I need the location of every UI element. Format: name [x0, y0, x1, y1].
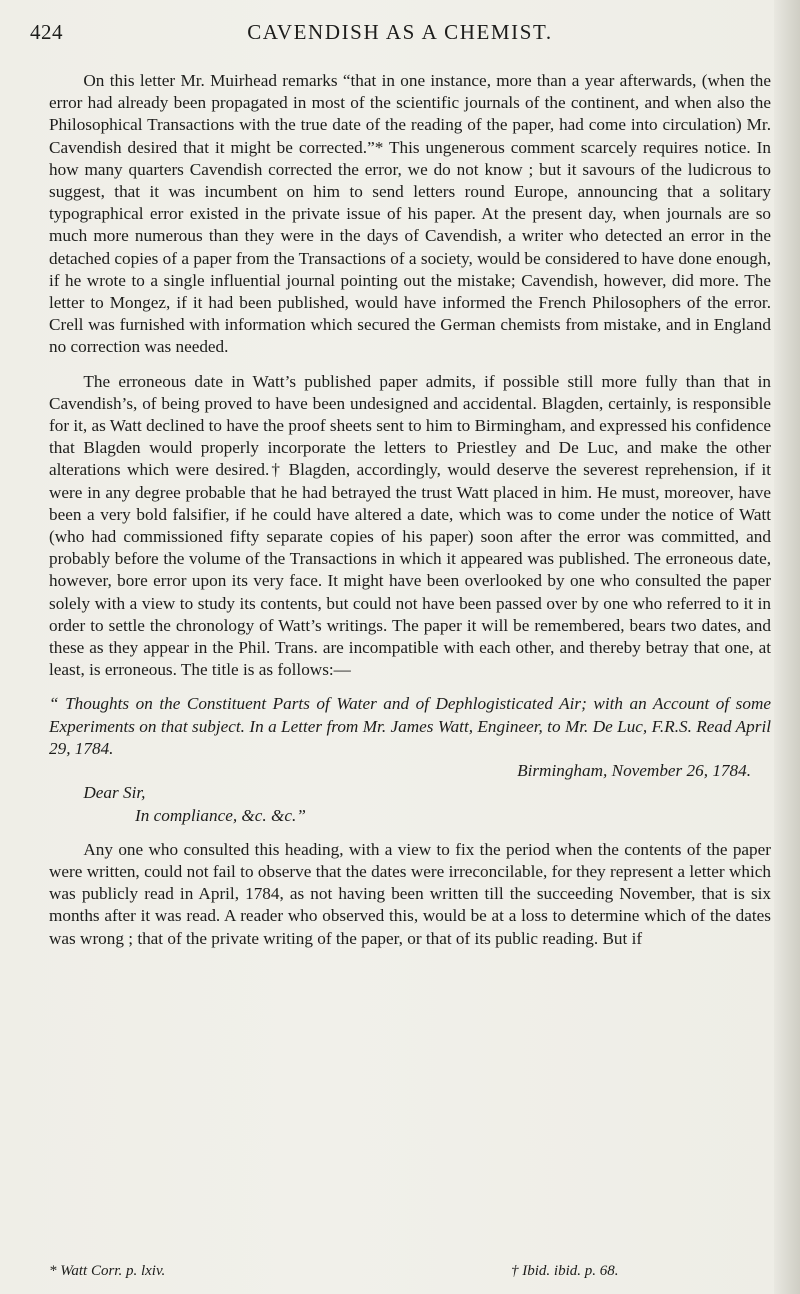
paragraph-2: The erroneous date in Watt’s published paper admits, if possible still more fully than that in Cavendish’s, of being proved to have been undesigned and accidental. Blagden, certainly, is responsible for it, as Watt declined to have the proof sheets sent to him to Birmingham, and expressed his confidence that Blagden would properly incorporate the letters to Priestley and De Luc, and make the other alterations which were desired.† Blagden, accordingly, would deserve the severest reprehension, if it were in any degree probable that he had betrayed the trust Watt placed in him. He must, moreover, have been a very bold falsifier, if he could have altered a date, which was to come under the notice of Watt (who had commissioned fifty separate copies of his paper) soon after the error was committed, and probably before the volume of the Transactions in which it appeared was published. The erroneous date, however, bore error upon its very face. It might have been overlooked by one who consulted the paper solely with a view to study its contents, but could not have been passed over by one who referred to it in order to settle the chronology of Watt’s writings. The paper it will be remembered, bears two dates, and these as they appear in the Phil. Trans. are incompatible with each other, and thereby betray that one, at least, is erroneous. The title is as follows:— [49, 371, 771, 680]
running-head: CAVENDISH AS A CHEMIST. [247, 20, 553, 44]
page-number: 424 [30, 20, 63, 44]
letter-compliance: In compliance, &c. &c.” [135, 805, 306, 825]
quoted-title: “ Thoughts on the Constituent Parts of Water and of Dephlogisticated Air; with an Account of some Experiments on that subject. In a Letter from Mr. James Watt, Engineer, to Mr. De Luc, F.R.S. Read April 29, 1784. [49, 694, 771, 758]
footnote-1: * Watt Corr. p. lxiv. [49, 1263, 166, 1279]
paragraph-1: On this letter Mr. Muirhead remarks “that in one instance, more than a year afterwards, (when the error had already been propagated in most of the scientific journals of the continent, and when also the Philosophical Transactions with the true date of the reading of the paper, had come into circulation) Mr. Cavendish desired that it might be corrected.”* This ungenerous comment scarcely requires notice. In how many quarters Cavendish corrected the error, we do not know ; but it savours of the ludicrous to suggest, that it was incumbent on him to send letters round Europe, announcing that a solitary typographical error existed in the private issue of his paper. At the present day, when journals are so much more numerous than they were in the days of Cavendish, a writer who detected an error in the detached copies of a paper from the Transactions of a society, would be considered to have done enough, if he wrote to a single influential journal pointing out the mistake; Cavendish, however, did more. The letter to Mongez, if it had been published, would have informed the French Philosophers of the error. Crell was furnished with information which secured the German chemists from mistake, and in England no correction was needed. [49, 71, 771, 357]
body-text [49, 70, 771, 950]
letter-salutation: Dear Sir, [83, 783, 146, 803]
page-edge-shadow [774, 0, 800, 1294]
paragraph-3: Any one who consulted this heading, with a view to fix the period when the contents of the paper were written, could not fail to observe that the dates were irreconcilable, for they represent a letter which was publicly read in April, 1784, as not having been written till the succeeding November, that is six months after it was read. A reader who observed this, would be at a loss to determine which of the dates was wrong ; that of the private writing of the paper, or that of its public reading. But if [49, 839, 771, 948]
footnote-2: † Ibid. ibid. p. 68. [511, 1263, 619, 1279]
letter-dateline: Birmingham, November 26, 1784. [517, 761, 751, 781]
quoted-title-block [49, 693, 771, 826]
page-header [30, 20, 770, 56]
